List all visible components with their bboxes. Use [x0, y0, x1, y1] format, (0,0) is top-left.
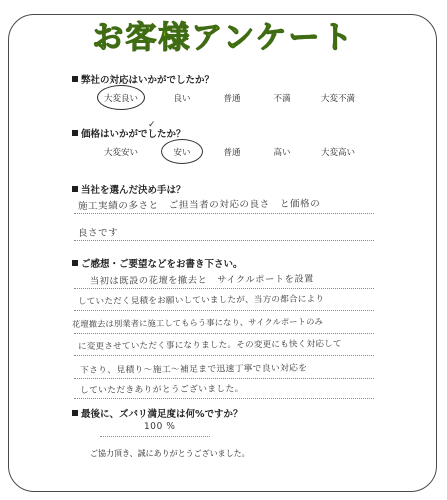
option-price-normal[interactable]: 普通: [223, 148, 241, 158]
question-reason: [72, 182, 186, 196]
thank-you-footer: ご協力頂き、誠にありがとうございました。: [90, 449, 250, 458]
question-comments-label: ご感想・ご要望などをお書き下さい。: [81, 259, 243, 270]
option-price-very-expensive[interactable]: 大変高い: [320, 148, 355, 158]
answer-line: [74, 378, 374, 379]
answer-line: [74, 310, 374, 311]
handwritten-comment-line-5: 下さり、見積り～施工〜補足まで迅速丁寧で良い対応を: [79, 363, 308, 376]
answer-line: [74, 213, 374, 214]
handwritten-reason-line-1: 施工実績の多さと ご担当者の対応の良さ と価格の: [77, 198, 321, 212]
options-price: [104, 146, 358, 158]
answer-line: [74, 333, 374, 334]
check-mark-icon: ✓: [148, 120, 156, 130]
handwritten-comment-line-3: 花壇撤去は別業者に施工してもらう事になり、サイクルポートのみ: [71, 316, 323, 330]
option-service-normal[interactable]: 普通: [223, 94, 241, 104]
option-service-unsatisfied[interactable]: 不満: [273, 94, 291, 104]
square-bullet-icon: [72, 410, 78, 416]
option-price-very-cheap[interactable]: 大変安い: [104, 148, 139, 158]
satisfaction-answer-line: [100, 436, 210, 437]
survey-title: お客様アンケート: [92, 20, 355, 56]
question-reason-label: 当社を選んだ決め手は？: [81, 185, 186, 196]
question-service: [72, 72, 214, 86]
handwritten-comment-line-6: していただきありがとうございました。: [79, 384, 244, 396]
square-bullet-icon: [72, 130, 78, 136]
question-comments: [72, 256, 243, 270]
handwritten-comment-line-4: に変更させていただく事になりました。その変更にも快く対応して: [77, 339, 342, 352]
option-service-very-unsatisfied[interactable]: 大変不満: [320, 94, 355, 104]
option-service-good[interactable]: 良い: [173, 94, 191, 104]
square-bullet-icon: [72, 186, 78, 192]
question-price: [72, 126, 186, 140]
option-price-expensive[interactable]: 高い: [273, 148, 291, 158]
handwritten-reason-line-2: 良さです: [77, 227, 119, 239]
option-price-cheap[interactable]: 安い: [168, 146, 196, 158]
square-bullet-icon: [72, 76, 78, 82]
options-service: [104, 92, 358, 104]
question-price-label: 価格はいかがでしたか？: [81, 129, 186, 140]
answer-line: [74, 288, 374, 289]
option-service-very-good[interactable]: 大変良い: [104, 94, 139, 104]
handwritten-satisfaction: 100 %: [143, 421, 176, 432]
answer-line: [74, 355, 374, 356]
answer-line: [74, 240, 374, 241]
square-bullet-icon: [72, 260, 78, 266]
question-satisfaction-label: 最後に、ズバリ満足度は何%ですか？: [81, 409, 243, 420]
answer-line: [74, 398, 374, 399]
handwritten-comment-line-2: していただく見積をお願いしていましたが、当方の都合により: [77, 294, 325, 307]
question-service-label: 弊社の対応はいかがでしたか？: [81, 75, 215, 86]
handwritten-comment-line-1: 当初は既設の花壇を撤去と サイクルポートを設置: [89, 273, 315, 287]
question-satisfaction: [72, 406, 243, 420]
